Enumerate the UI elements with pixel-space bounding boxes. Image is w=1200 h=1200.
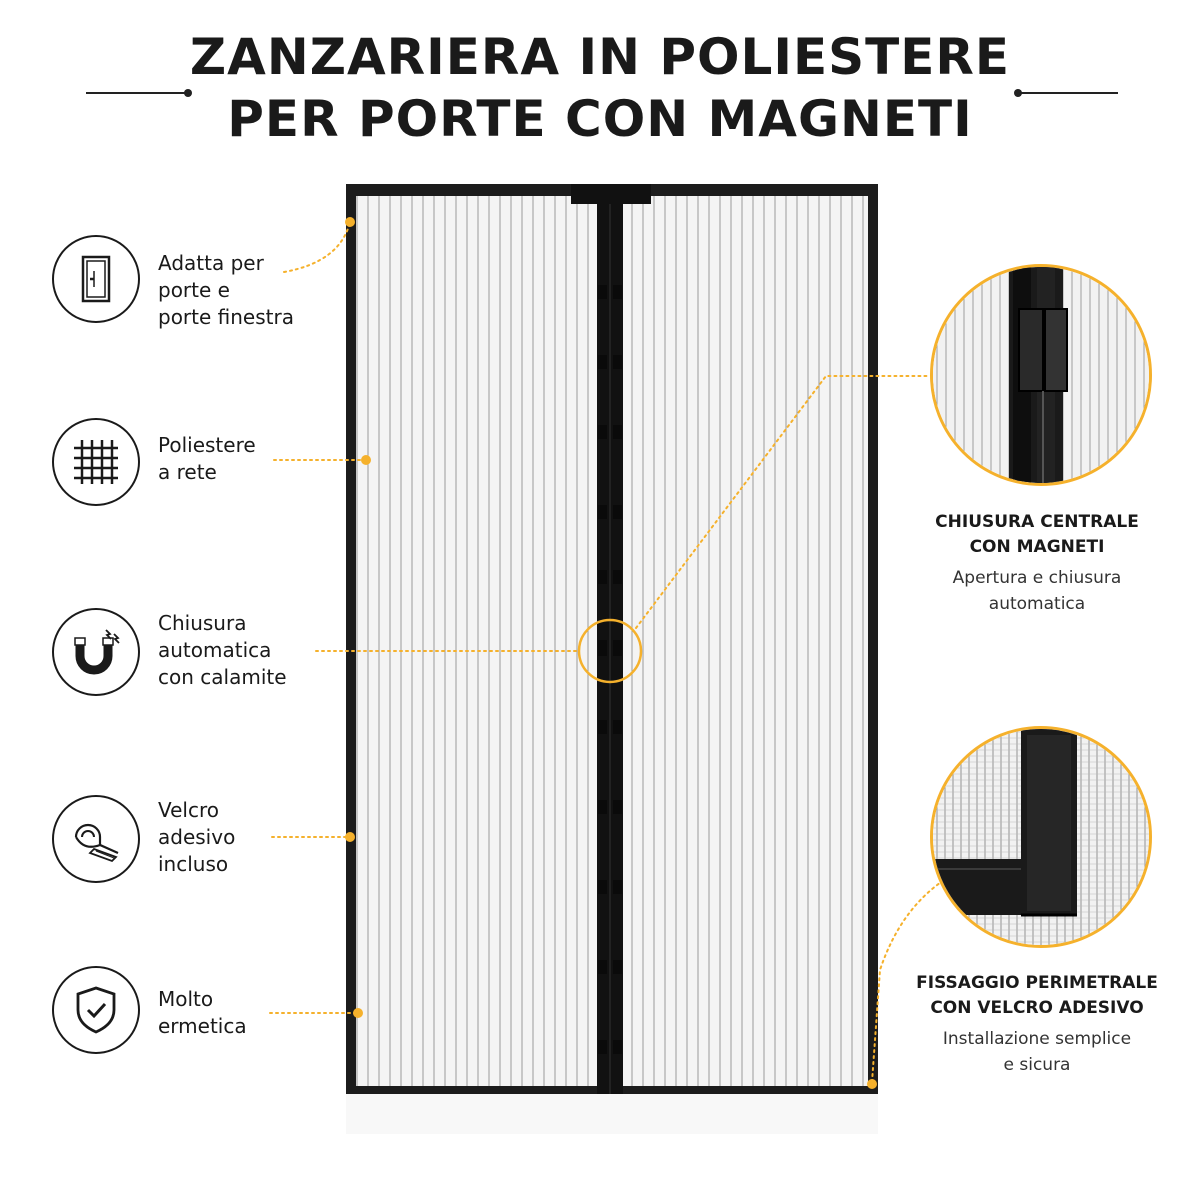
feature-velcro-label: Velcro adesivo incluso (158, 798, 236, 876)
callout-velcro-subtitle: Installazione semplice e sicura (942, 1029, 1132, 1075)
mesh-right-panel (623, 196, 868, 1086)
zoom-magnet-detail (930, 264, 1152, 486)
feature-door-label: Adatta per porte e porte finestra (158, 251, 294, 329)
magnet-icon (52, 608, 140, 696)
feature-magnet-label: Chiusura automatica con calamite (158, 611, 287, 689)
door-icon (52, 235, 140, 323)
callout-magnets-title: CHIUSURA CENTRALE CON MAGNETI (935, 512, 1139, 557)
title-line-2: PER PORTE CON MAGNETI (227, 90, 973, 148)
shield-check-icon (52, 966, 140, 1054)
title-line-1: ZANZARIERA IN POLIESTERE (189, 28, 1011, 86)
callout-magnets-subtitle: Apertura e chiusura automatica (952, 568, 1122, 614)
mesh-left-panel (356, 196, 597, 1086)
mesh-icon (52, 418, 140, 506)
feature-mesh-label: Poliestere a rete (158, 433, 256, 484)
feature-shield-label: Molto ermetica (158, 987, 247, 1038)
top-center-block (571, 184, 651, 204)
velcro-roll-icon (52, 795, 140, 883)
callout-velcro-title: FISSAGGIO PERIMETRALE CON VELCRO ADESIVO (916, 973, 1158, 1018)
zoom-velcro-detail (930, 726, 1152, 948)
